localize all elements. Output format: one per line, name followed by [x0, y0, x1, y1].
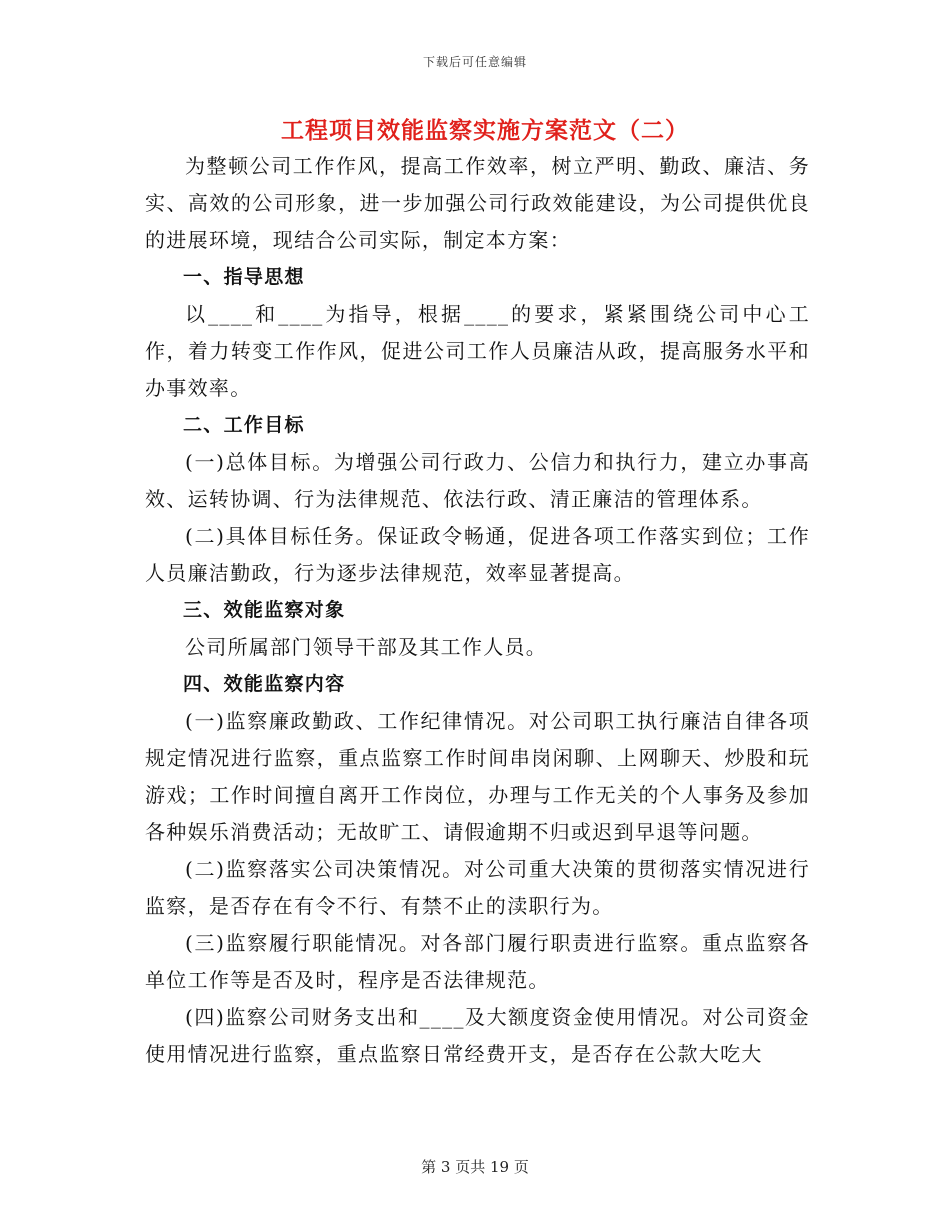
page-number: 第 3 页共 19 页 [421, 1158, 529, 1176]
header-note: 下载后可任意编辑 [422, 55, 527, 69]
heading-work-goals: 二、工作目标 [183, 414, 305, 436]
paragraph-content-2: (二)监察落实公司决策情况。对公司重大决策的贯彻落实情况进行监察，是否存在有令不行、有禁不止的渎职行为。 [145, 857, 810, 918]
document-title: 工程项目效能监察实施方案范文（二） [281, 117, 689, 144]
paragraph-overall-goal: (一)总体目标。为增强公司行政力、公信力和执行力，建立办事高效、运转协调、行为法律规范、依法行政、清正廉洁的管理体系。 [145, 450, 810, 511]
paragraph-content-1: (一)监察廉政勤政、工作纪律情况。对公司职工执行廉洁自律各项规定情况进行监察，重点监察工作时间串岗闲聊、上网聊天、炒股和玩游戏；工作时间擅自离开工作岗位，办理与工作无关的个人事务及参加各种娱乐消费活动；无故旷工、请假逾期不归或迟到早退等问题。 [145, 709, 810, 844]
paragraph-content-4: (四)监察公司财务支出和____及大额度资金使用情况。对公司资金使用情况进行监察，重点监察日常经费开支，是否存在公款大吃大 [145, 1005, 810, 1066]
document-body [145, 148, 810, 1073]
paragraph-supervision-targets: 公司所属部门领导干部及其工作人员。 [185, 635, 548, 659]
paragraph-specific-goal: (二)具体目标任务。保证政令畅通，促进各项工作落实到位；工作人员廉洁勤政，行为逐步法律规范，效率显著提高。 [145, 524, 810, 585]
heading-supervision-content: 四、效能监察内容 [183, 673, 346, 695]
paragraph-intro: 为整顿公司工作作风，提高工作效率，树立严明、勤政、廉洁、务实、高效的公司形象，进一步加强公司行政效能建设，为公司提供优良的进展环境，现结合公司实际，制定本方案： [145, 154, 810, 252]
heading-supervision-targets: 三、效能监察对象 [183, 599, 346, 621]
paragraph-content-3: (三)监察履行职能情况。对各部门履行职责进行监察。重点监察各单位工作等是否及时，程序是否法律规范。 [145, 931, 810, 992]
paragraph-guiding-ideology: 以____和____为指导，根据____的要求，紧紧围绕公司中心工作，着力转变工作作风，促进公司工作人员廉洁从政，提高服务水平和办事效率。 [145, 302, 810, 400]
heading-guiding-ideology: 一、指导思想 [183, 266, 305, 288]
